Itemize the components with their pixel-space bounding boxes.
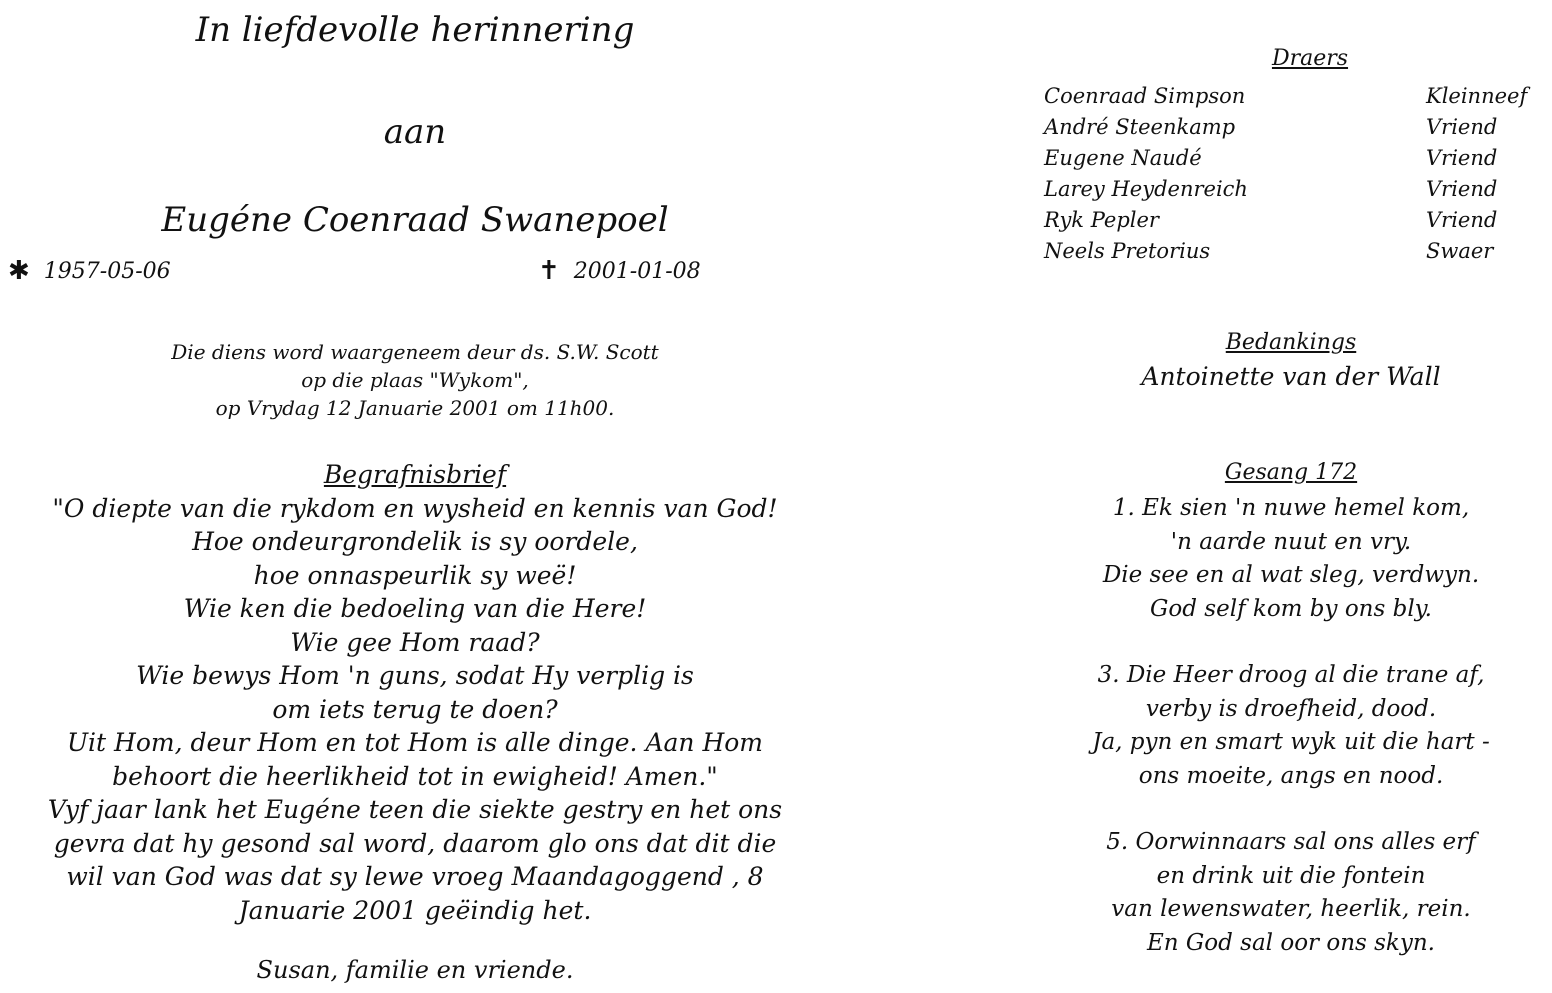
service-line: Die diens word waargeneem deur ds. S.W. Scott	[171, 340, 659, 364]
hymn-verse	[1030, 826, 1552, 960]
bearer-relation: Kleinneef	[1426, 83, 1528, 108]
thanks-name: Antoinette van der Wall	[1141, 362, 1441, 391]
bearer-name: Eugene Naudé	[1044, 145, 1202, 170]
hymn-line: Ja, pyn en smart wyk uit die hart -	[1092, 729, 1490, 755]
hymn-text	[1030, 492, 1552, 993]
bearer-relation: Vriend	[1426, 207, 1498, 232]
bearers-heading: Draers	[1271, 46, 1349, 71]
thanks-heading: Bedankings	[1225, 330, 1357, 355]
letter-line: Hoe ondeurgrondelik is sy oordele,	[192, 527, 638, 556]
bearer-row	[1044, 235, 1544, 266]
hymn-line: en drink uit die fontein	[1156, 862, 1426, 889]
bearer-row	[1044, 173, 1544, 204]
bearer-relation: Vriend	[1426, 176, 1498, 201]
deceased-name: Eugéne Coenraad Swanepoel	[161, 200, 669, 240]
letter-line: wil van God was dat sy lewe vroeg Maandagoggend , 8	[66, 862, 764, 891]
letter-line: gevra dat hy gesond sal word, daarom glo ons dat dit die	[53, 828, 777, 858]
hymn-line: 5. Oorwinnaars sal ons alles erf	[1106, 829, 1476, 855]
bearer-row	[1044, 204, 1544, 235]
hymn-line: verby is droefheid, dood.	[1145, 695, 1437, 722]
service-line: op die plaas "Wykom",	[301, 368, 529, 392]
letter-line: "O diepte van die rykdom en wysheid en kennis van God!	[52, 493, 778, 523]
letter-line: Wie gee Hom raad?	[290, 627, 540, 657]
hymn-line: Die see en al wat sleg, verdwyn.	[1102, 562, 1480, 588]
death-date-row	[538, 258, 701, 284]
letter-line: Vyf jaar lank het Eugéne teen die siekte gestry en het ons	[47, 795, 783, 824]
hymn-verse	[1030, 659, 1552, 793]
letter-line: Wie ken die bedoeling van die Here!	[183, 594, 647, 623]
funeral-letter	[0, 458, 830, 927]
letter-line: hoe onnaspeurlik sy weë!	[253, 560, 577, 590]
hymn-line: 1. Ek sien 'n nuwe hemel kom,	[1112, 495, 1470, 521]
letter-line: Wie bewys Hom 'n guns, sodat Hy verplig is	[136, 661, 694, 690]
hymn-line: En God sal oor ons skyn.	[1147, 929, 1435, 956]
bearer-relation: Swaer	[1426, 238, 1494, 263]
letter-signature: Susan, familie en vriende.	[256, 956, 574, 984]
bearer-relation: Vriend	[1426, 114, 1498, 139]
cross-icon: ✝	[538, 256, 560, 286]
death-date: 2001-01-08	[573, 258, 701, 284]
hymn-line: ons moeite, angs en nood.	[1138, 762, 1444, 789]
star-icon: ✱	[8, 256, 30, 286]
letter-line: behoort die heerlikheid tot in ewigheid! Amen."	[112, 761, 718, 791]
bearer-name: Larey Heydenreich	[1044, 176, 1248, 201]
bearer-name: André Steenkamp	[1044, 114, 1236, 139]
birth-date: 1957-05-06	[43, 258, 171, 284]
bearer-name: Ryk Pepler	[1044, 207, 1159, 232]
hymn-line: van lewenswater, heerlik, rein.	[1111, 896, 1471, 922]
hymn-line: 3. Die Heer droog al die trane af,	[1097, 662, 1485, 688]
letter-line: Januarie 2001 geëindig het.	[238, 895, 592, 925]
letter-line: Uit Hom, deur Hom en tot Hom is alle dinge. Aan Hom	[66, 728, 764, 757]
service-line: op Vrydag 12 Januarie 2001 om 11h00.	[215, 396, 615, 420]
bearer-row	[1044, 80, 1544, 111]
letter-heading: Begrafnisbrief	[323, 460, 507, 489]
bearer-name: Coenraad Simpson	[1044, 83, 1246, 108]
bearer-row	[1044, 111, 1544, 142]
bearers-list	[1044, 80, 1544, 266]
service-details	[0, 338, 830, 422]
bearer-relation: Vriend	[1426, 145, 1498, 170]
hymn-line: 'n aarde nuut en vry.	[1170, 528, 1412, 555]
bearer-row	[1044, 142, 1544, 173]
hymn-heading: Gesang 172	[1224, 460, 1358, 485]
memorial-title: In liefdevolle herinnering	[195, 10, 635, 50]
birth-date-row	[8, 258, 171, 284]
hymn-line: God self kom by ons bly.	[1150, 595, 1432, 622]
hymn-verse	[1030, 492, 1552, 626]
bearer-name: Neels Pretorius	[1044, 238, 1211, 263]
aan-text: aan	[383, 112, 447, 152]
right-column	[1030, 0, 1552, 992]
letter-line: om iets terug te doen?	[272, 694, 558, 724]
